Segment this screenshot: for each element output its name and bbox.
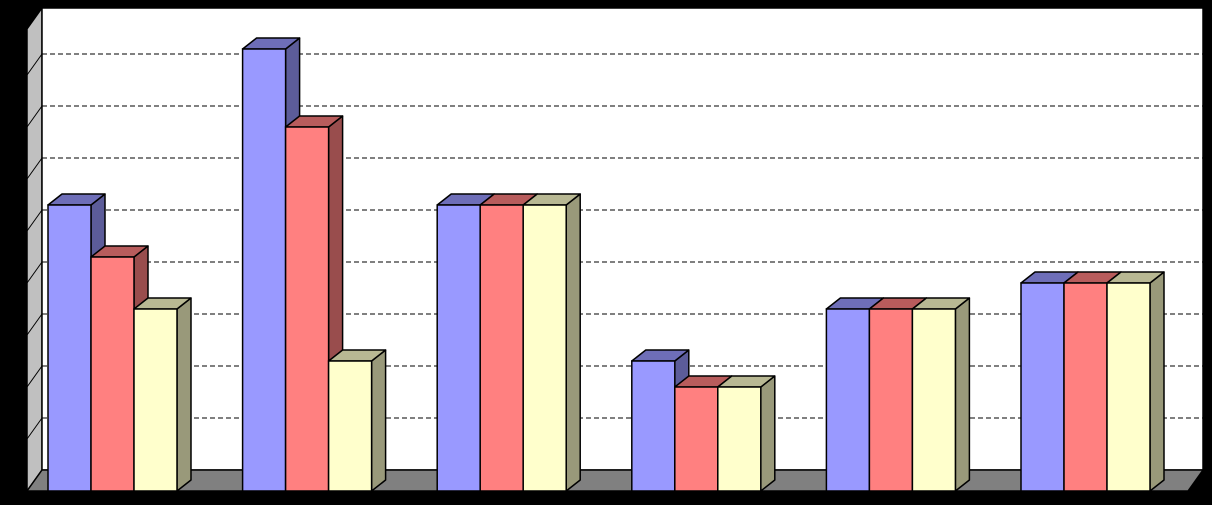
chart-side-wall	[27, 8, 42, 491]
bar	[912, 298, 969, 491]
bar-front-face	[869, 309, 912, 491]
bar-front-face	[675, 387, 718, 491]
bar	[1107, 272, 1164, 491]
bar-side-face	[566, 194, 580, 491]
bar-front-face	[48, 205, 91, 491]
bar-side-face	[955, 298, 969, 491]
bar-front-face	[286, 127, 329, 491]
bar-front-face	[480, 205, 523, 491]
bar	[718, 376, 775, 491]
bar-front-face	[912, 309, 955, 491]
bar-side-face	[372, 350, 386, 491]
bar-front-face	[1107, 283, 1150, 491]
bar	[329, 350, 386, 491]
bar-front-face	[329, 361, 372, 491]
bar-front-face	[134, 309, 177, 491]
bar-front-face	[826, 309, 869, 491]
bar	[134, 298, 191, 491]
bar-side-face	[177, 298, 191, 491]
bar	[523, 194, 580, 491]
bar-front-face	[91, 257, 134, 491]
bar-front-face	[243, 49, 286, 491]
bar-front-face	[1064, 283, 1107, 491]
bar-front-face	[632, 361, 675, 491]
bar-side-face	[1150, 272, 1164, 491]
bar-front-face	[718, 387, 761, 491]
bar-front-face	[1021, 283, 1064, 491]
bar-front-face	[523, 205, 566, 491]
bar-front-face	[437, 205, 480, 491]
bar-side-face	[761, 376, 775, 491]
